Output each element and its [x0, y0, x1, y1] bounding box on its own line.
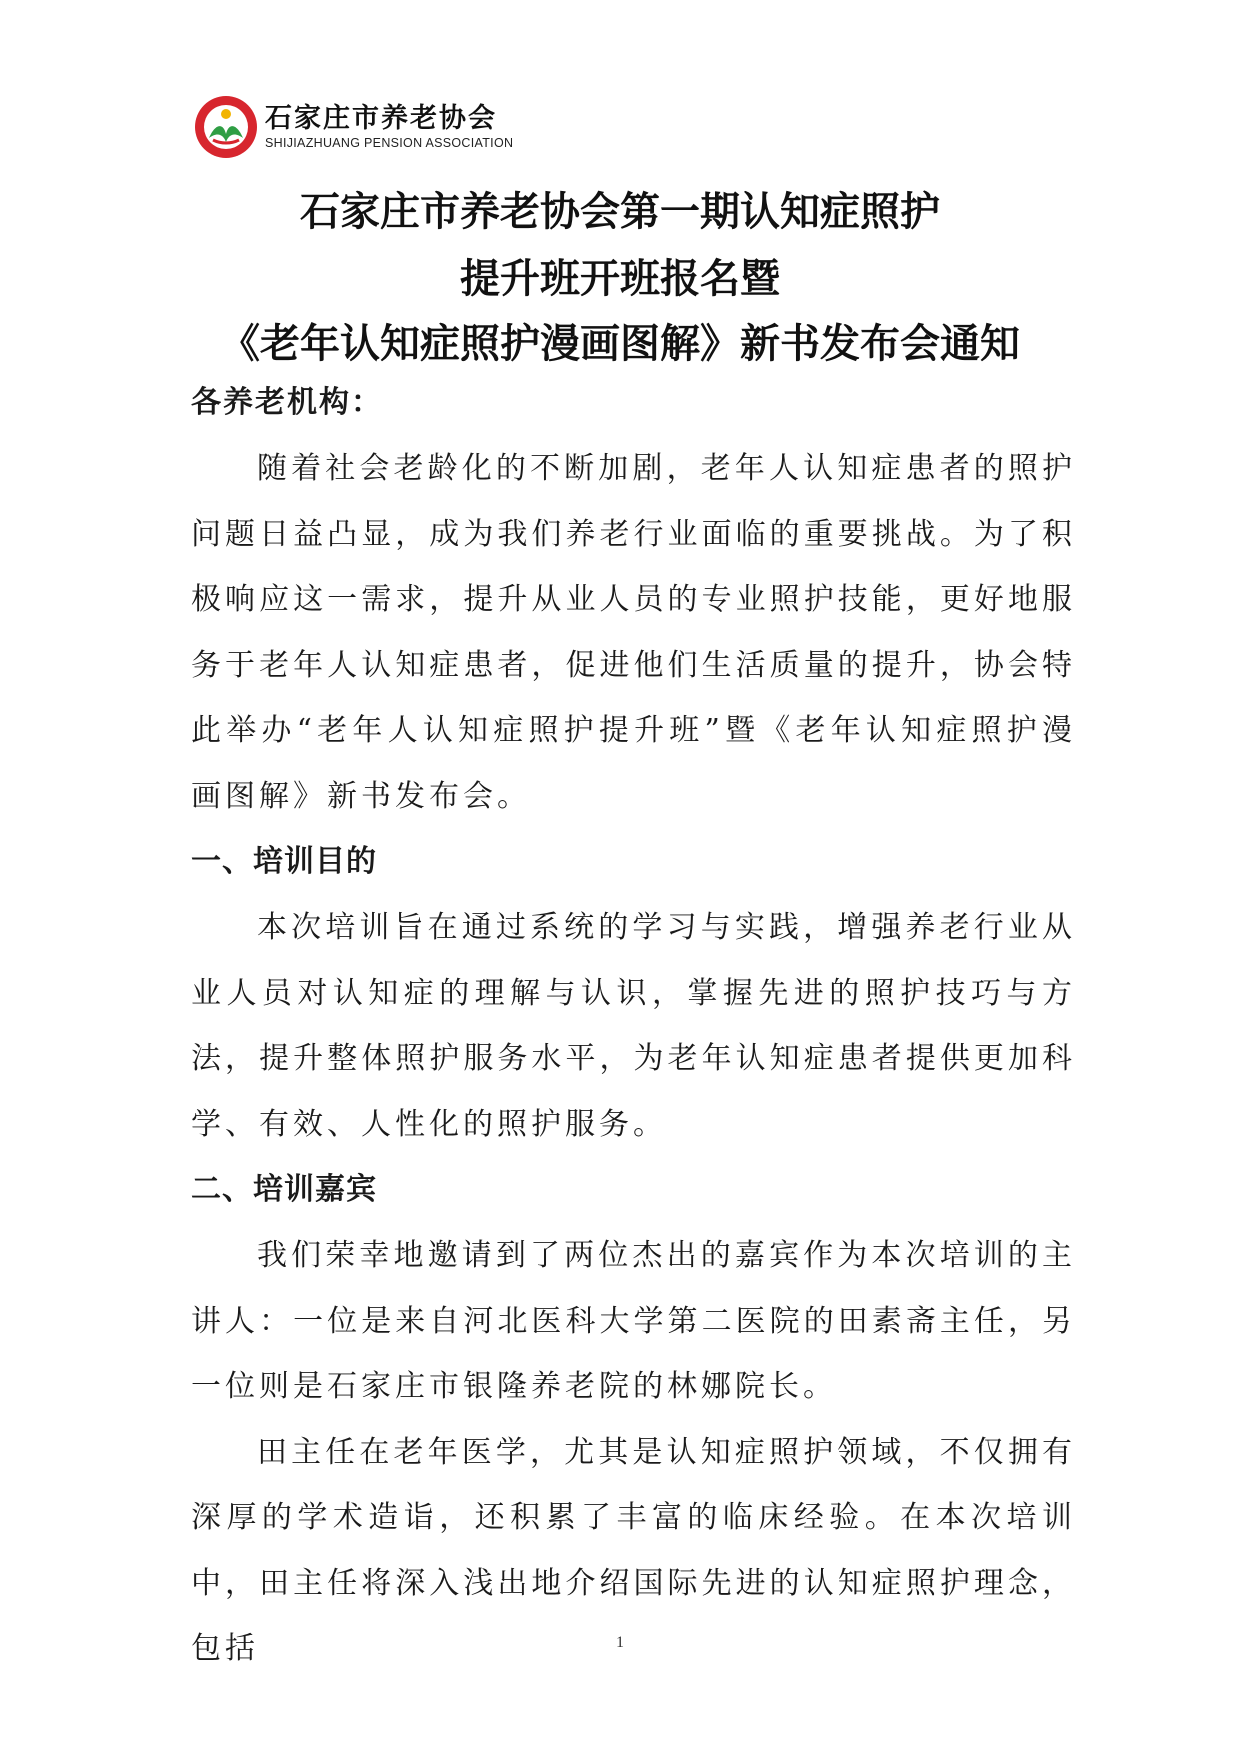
title-line-1: 石家庄市养老协会第一期认知症照护	[300, 189, 940, 235]
section-heading-guests: 二、培训嘉宾	[191, 1172, 377, 1207]
guests-paragraph-1: 我们荣幸地邀请到了两位杰出的嘉宾作为本次培训的主讲人：一位是来自河北医科大学第二医院的田素斋主任，另一位则是石家庄市银隆养老院的林娜院长。	[191, 1238, 1076, 1404]
purpose-paragraph: 本次培训旨在通过系统的学习与实践，增强养老行业从业人员对认知症的理解与认识，掌握先进的照护技巧与方法，提升整体照护服务水平，为老年认知症患者提供更加科学、有效、人性化的照护服务。	[191, 910, 1076, 1142]
title-line-2: 提升班开班报名暨	[460, 256, 780, 302]
guests-paragraph-2: 田主任在老年医学，尤其是认知症照护领域，不仅拥有深厚的学术造诣，还积累了丰富的临床经验。在本次培训中，田主任将深入浅出地介绍国际先进的认知症照护理念，包括	[191, 1434, 1076, 1666]
title-line-3: 《老年认知症照护漫画图解》新书发布会通知	[220, 321, 1020, 367]
logo-name-en: SHIJIAZHUANG PENSION ASSOCIATION	[265, 136, 514, 150]
intro-paragraph: 随着社会老龄化的不断加剧，老年人认知症患者的照护问题日益凸显，成为我们养老行业面临的重要挑战。为了积极响应这一需求，提升从业人员的专业照护技能，更好地服务于老年人认知症患者，促进他们生活质量的提升，协会特此举办“老年人认知症照护提升班”暨《老年认知症照护漫画图解》新书发布会。	[191, 451, 1076, 814]
association-emblem-icon	[193, 94, 259, 160]
document-body	[191, 370, 1076, 1682]
page-number: 1	[616, 1634, 624, 1651]
salutation: 各养老机构：	[191, 385, 383, 420]
association-logo	[193, 93, 513, 161]
logo-name-cn: 石家庄市养老协会	[265, 103, 497, 134]
section-heading-purpose: 一、培训目的	[191, 844, 377, 879]
